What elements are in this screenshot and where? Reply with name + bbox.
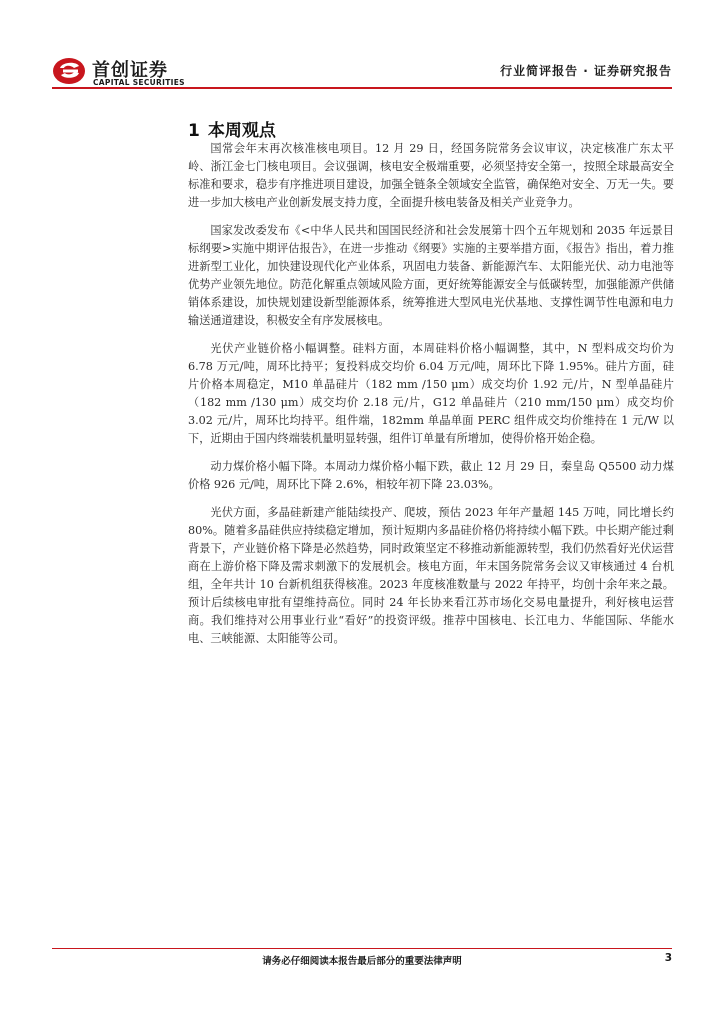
body-content — [188, 140, 674, 658]
header-divider — [52, 87, 672, 89]
paragraph-pv-prices: 光伏产业链价格小幅调整。硅料方面，本周硅料价格小幅调整，其中，N 型料成交均价为 6.78 万元/吨，周环比持平；复投料成交均价 6.04 万元/吨，周环比下降 1.95%。硅片方面，硅片价格本周稳定，M10 单晶硅片（182 mm /150 μm）成交均价 1.92 元/片，N 型单晶硅片（182 mm /130 μm）成交均价 2.18 元/片，G12 单晶硅片（210 mm/150 μm）成交均价 3.02 元/片，周环比均持平。组件端，182mm 单晶单面 PERC 组件成交均价维持在 1 元/W 以下，近期由于国内终端装机量明显转强，组件订单量有所增加，使得价格开始企稳。 — [188, 342, 674, 445]
paragraph-nuclear-approval: 国常会年末再次核准核电项目。12 月 29 日，经国务院常务会议审议，决定核准广东太平岭、浙江金七门核电项目。会议强调，核电安全极端重要，必须坚持安全第一，按照全球最高安全标准和要求，稳步有序推进项目建设，加强全链条全领域安全监管，确保绝对安全、万无一失。要进一步加大核电产业创新发展支持力度，全面提升核电装备及相关产业竞争力。 — [188, 142, 674, 209]
section-number: 1 — [188, 121, 200, 141]
logo-text-en: CAPITAL SECURITIES — [93, 78, 185, 87]
paragraph-coal-prices: 动力煤价格小幅下降。本周动力煤价格小幅下跌，截止 12 月 29 日，秦皇岛 Q5500 动力煤价格 926 元/吨，周环比下降 2.6%，相较年初下降 23.03%。 — [188, 460, 674, 491]
footer-divider — [52, 948, 672, 949]
logo-text-cn: 首创证券 — [92, 60, 168, 81]
paragraph-ndrc-report: 国家发改委发布《<中华人民共和国国民经济和社会发展第十四个五年规划和 2035 年远景目标纲要>实施中期评估报告》，在进一步推动《纲要》实施的主要举措方面，《报告》指出，着力推进新型工业化，加快建设现代化产业体系，巩固电力装备、新能源汽车、太阳能光伏、动力电池等优势产业领先地位。防范化解重点领域风险方面，更好统筹能源安全与低碳转型，加强能源产供储销体系建设，加快规划建设新型能源体系，统筹推进大型风电光伏基地、支撑性调节性电源和电力输送通道建设，积极安全有序发展核电。 — [188, 224, 674, 327]
page-header — [52, 52, 672, 92]
report-type-label: 行业简评报告 · 证券研究报告 — [500, 64, 672, 78]
section-title: 本周观点 — [207, 121, 276, 141]
paragraph-outlook: 光伏方面，多晶硅新建产能陆续投产、爬坡，预估 2023 年年产量超 145 万吨，同比增长约 80%。随着多晶硅供应持续稳定增加，预计短期内多晶硅价格仍将持续小幅下跌。中长期产能过剩背景下，产业链价格下降是必然趋势，同时政策坚定不移推动新能源转型，我们仍然看好光伏运营商在上游价格下降及需求刺激下的发展机会。核电方面，年末国务院常务会议又审核通过 4 台机组，全年共计 10 台新机组获得核准。2023 年度核准数量与 2022 年持平，均创十余年来之最。预计后续核电审批有望维持高位。同时 24 年长协来看江苏市场化交易电量提升，利好核电运营商。我们维持对公用事业行业“看好”的投资评级。推荐中国核电、长江电力、华能国际、华能水电、三峡能源、太阳能等公司。 — [188, 506, 674, 645]
section-heading — [188, 116, 276, 141]
footer-disclaimer: 请务必仔细阅读本报告最后部分的重要法律声明 — [262, 956, 462, 967]
capital-securities-logo-icon — [52, 56, 88, 86]
page-number: 3 — [664, 952, 672, 964]
